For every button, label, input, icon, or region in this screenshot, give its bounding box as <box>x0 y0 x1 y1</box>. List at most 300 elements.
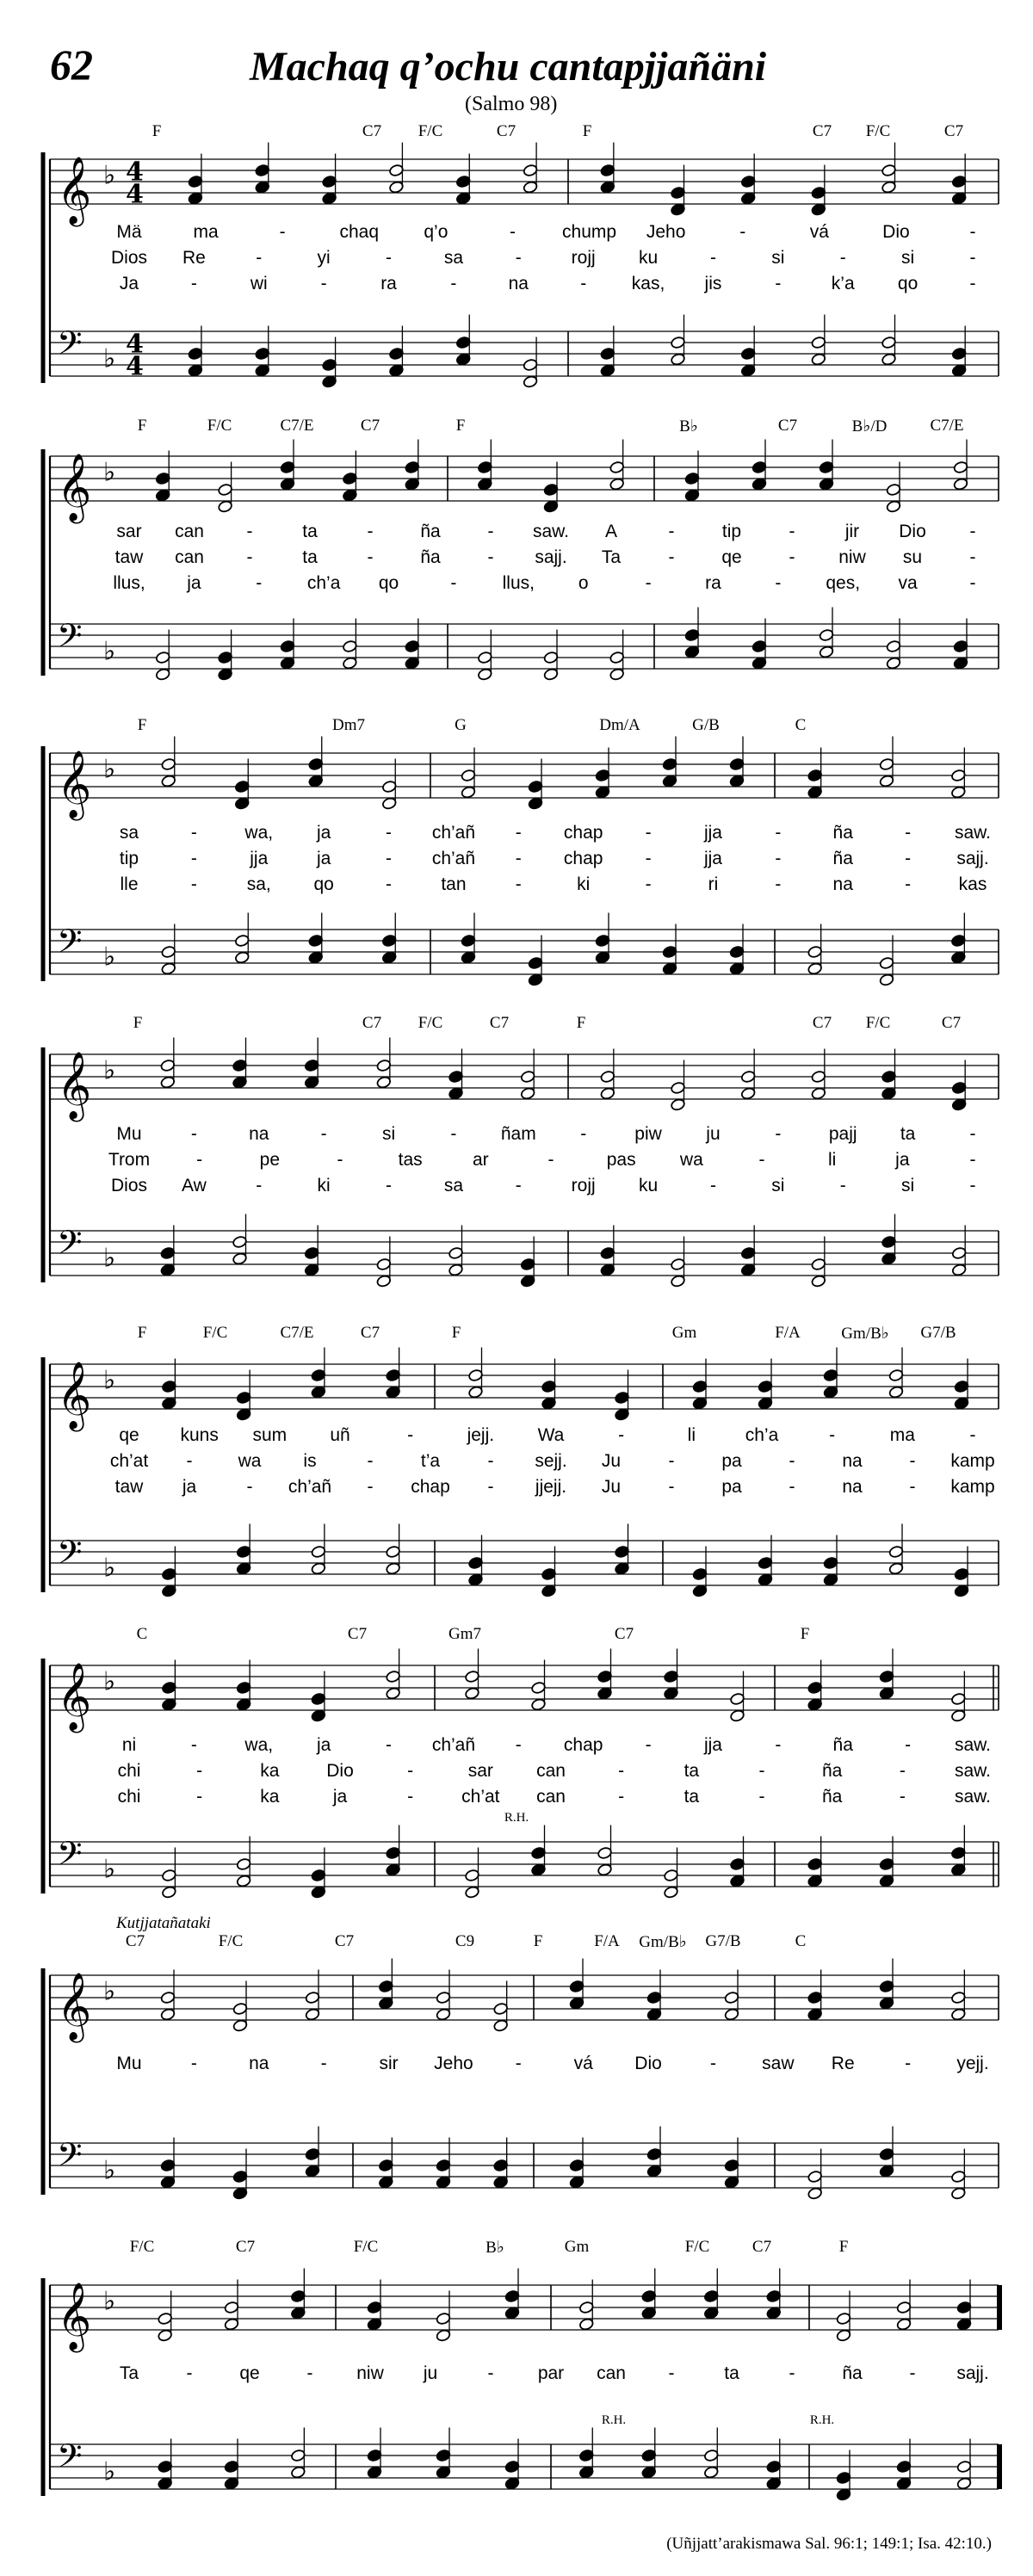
note-head <box>807 2008 823 2021</box>
lyric-syllable: na <box>249 1124 269 1144</box>
note-head <box>881 1252 897 1265</box>
note-head <box>504 2289 520 2302</box>
note-head <box>436 2466 451 2479</box>
lyric-syllable: can <box>536 1787 566 1807</box>
lyric-hyphen: - <box>789 1451 795 1471</box>
note-head <box>236 1698 251 1711</box>
note-head <box>493 2019 509 2032</box>
note-head <box>807 2170 823 2183</box>
note-head <box>386 1846 401 1859</box>
flat-key-signature-icon: ♭ <box>103 2286 116 2317</box>
chord-symbol: F <box>137 1324 147 1342</box>
note-head <box>881 353 897 366</box>
chord-symbol: C9 <box>455 1932 475 1950</box>
note-head <box>161 945 176 958</box>
chord-symbol: Gm <box>564 2238 590 2256</box>
note-head <box>729 962 745 975</box>
lyric-syllable: o <box>578 573 589 593</box>
note-head <box>881 336 897 349</box>
lyric-hyphen: - <box>775 849 782 868</box>
lyric-hyphen: - <box>739 222 746 242</box>
note-head <box>730 1857 745 1870</box>
lyric-syllable: jir <box>844 522 860 541</box>
flat-key-signature-icon: ♭ <box>103 1976 116 2007</box>
lyric-hyphen: - <box>909 1477 916 1497</box>
flat-key-signature-icon: ♭ <box>103 160 116 191</box>
song-source: (Salmo 98) <box>465 93 558 115</box>
chord-symbol: Gm <box>671 1324 697 1342</box>
lyric-syllable: ra <box>380 274 397 293</box>
note-head <box>684 489 700 502</box>
note-head <box>823 1386 838 1399</box>
lyric-hyphen: - <box>645 849 652 868</box>
lyric-hyphen: - <box>709 2054 716 2073</box>
note-head <box>811 186 826 199</box>
note-head <box>388 364 404 377</box>
lyric-hyphen: - <box>580 274 587 293</box>
note-head <box>730 1709 745 1722</box>
lyric-hyphen: - <box>246 522 253 541</box>
note-head <box>671 1275 686 1288</box>
note-head <box>671 203 686 216</box>
treble-clef-icon: 𝄞 <box>57 156 92 225</box>
note-head <box>600 1087 615 1100</box>
treble-staff <box>50 440 999 524</box>
flat-key-signature-icon: ♭ <box>103 1055 116 1086</box>
note-head <box>729 945 745 958</box>
lyric-syllable: yejj. <box>956 2054 989 2073</box>
note-head <box>528 973 543 986</box>
note-head <box>493 2159 509 2171</box>
lyric-syllable: ni <box>121 1735 137 1755</box>
note-head <box>367 2466 382 2479</box>
note-head <box>405 460 420 473</box>
note-head <box>888 1562 904 1575</box>
note-head <box>160 1246 176 1259</box>
note-head <box>308 775 324 788</box>
lyric-syllable: sar <box>467 1761 493 1781</box>
chord-symbol: F <box>455 417 466 435</box>
lyric-hyphen: - <box>190 1735 197 1755</box>
lyric-syllable: chi <box>117 1787 141 1807</box>
note-head <box>367 2301 382 2313</box>
lyric-hyphen: - <box>758 1761 765 1781</box>
lyric-hyphen: - <box>580 1124 587 1144</box>
note-head <box>531 1846 547 1859</box>
note-head <box>520 1275 535 1288</box>
note-head <box>671 186 686 199</box>
note-head <box>161 1869 176 1881</box>
note-head <box>740 192 756 205</box>
lyric-hyphen: - <box>668 1477 675 1497</box>
lyric-syllable: qes, <box>826 573 861 593</box>
note-head <box>255 347 270 360</box>
lyric-syllable: saw <box>762 2054 795 2073</box>
lyric-syllable: chaq <box>339 222 380 242</box>
lyric-syllable: jja <box>250 849 269 868</box>
note-head <box>218 668 233 681</box>
lyric-syllable: kamp <box>950 1451 995 1471</box>
note-head <box>188 192 203 205</box>
lyric-syllable: wa, <box>244 823 274 843</box>
lyric-syllable: kas <box>958 874 987 894</box>
lyric-syllable: qe <box>119 1425 139 1445</box>
note-head <box>308 951 324 964</box>
note-head <box>236 1562 251 1575</box>
chord-symbol: B♭/D <box>851 417 888 436</box>
note-head <box>578 2466 594 2479</box>
lyric-hyphen: - <box>789 1477 795 1497</box>
lyric-hyphen: - <box>386 849 393 868</box>
chord-symbol: F/C <box>865 1014 891 1032</box>
lyric-syllable: ta <box>684 1787 700 1807</box>
note-head <box>381 934 397 947</box>
chord-symbol: G7/B <box>705 1932 741 1950</box>
lyric-hyphen: - <box>709 1176 716 1195</box>
note-head <box>766 2477 782 2490</box>
treble-clef-icon: 𝄞 <box>57 453 92 522</box>
chord-symbol: F/C <box>218 1932 244 1950</box>
lyric-syllable: ja <box>182 1477 197 1497</box>
lyric-hyphen: - <box>190 2054 197 2073</box>
lyric-syllable: ch’añ <box>431 849 476 868</box>
chord-symbol: C7 <box>360 1324 380 1342</box>
chord-symbol: F/A <box>594 1932 620 1950</box>
note-head <box>950 1846 966 1859</box>
chord-symbol: F/C <box>418 1014 443 1032</box>
lyric-syllable: ma <box>889 1425 915 1445</box>
lyric-hyphen: - <box>487 522 494 541</box>
lyric-syllable: jjejj. <box>535 1477 567 1497</box>
note-head <box>381 797 397 810</box>
lyric-hyphen: - <box>618 1761 625 1781</box>
note-head <box>388 181 404 194</box>
lyric-syllable: Mu <box>116 2054 142 2073</box>
lyric-syllable: ña <box>842 2363 863 2383</box>
lyric-hyphen: - <box>196 1787 203 1807</box>
chord-symbol: F <box>137 716 147 734</box>
note-head <box>569 1997 585 2010</box>
note-head <box>692 1397 708 1410</box>
note-head <box>600 1246 615 1259</box>
time-signature-bottom: 4 <box>126 179 144 210</box>
lyric-syllable: jis <box>704 274 722 293</box>
flat-key-signature-icon: ♭ <box>103 636 116 667</box>
time-signature-bottom: 4 <box>126 351 144 382</box>
lyric-syllable: ta <box>684 1761 700 1781</box>
chord-symbol: Dm7 <box>332 716 365 734</box>
lyric-syllable: Re <box>182 248 206 268</box>
note-head <box>528 956 543 969</box>
lyric-hyphen: - <box>839 1176 846 1195</box>
note-head <box>752 639 767 652</box>
note-head <box>160 2176 176 2189</box>
note-head <box>730 1875 745 1887</box>
chord-symbol: Gm7 <box>448 1625 481 1643</box>
note-head <box>255 181 270 194</box>
lyric-syllable: ch’a <box>306 573 341 593</box>
note-head <box>386 1863 401 1876</box>
note-head <box>641 2449 657 2462</box>
note-head <box>376 1275 392 1288</box>
note-head <box>322 358 337 371</box>
lyric-syllable: ch’añ <box>431 1735 476 1755</box>
lyric-syllable: pajj <box>828 1124 857 1144</box>
lyric-syllable: Ju <box>601 1477 622 1497</box>
note-head <box>953 460 968 473</box>
chord-symbol: C7/E <box>280 1324 314 1342</box>
flat-key-signature-icon: ♭ <box>103 1854 116 1885</box>
bass-clef-icon: 𝄢 <box>57 1833 83 1881</box>
lyric-syllable: sajj. <box>956 849 989 868</box>
bass-staff <box>50 2127 999 2201</box>
note-head <box>879 2165 894 2178</box>
treble-clef-icon: 𝄞 <box>57 750 92 819</box>
note-head <box>664 1869 679 1881</box>
note-head <box>811 1087 826 1100</box>
treble-staff <box>50 1649 999 1733</box>
note-head <box>662 775 677 788</box>
note-head <box>724 2176 739 2189</box>
note-head <box>342 639 357 652</box>
note-head <box>161 1397 176 1410</box>
bass-clef-icon: 𝄢 <box>57 323 83 370</box>
flat-key-signature-icon: ♭ <box>103 1243 116 1274</box>
chord-symbol: C7 <box>489 1014 510 1032</box>
note-head <box>578 2318 594 2331</box>
note-head <box>879 2147 894 2160</box>
lyric-syllable: ña <box>821 1787 843 1807</box>
lyric-syllable: wi <box>250 274 268 293</box>
lyric-hyphen: - <box>320 274 327 293</box>
note-head <box>290 2466 306 2479</box>
chord-symbol: G7/B <box>920 1324 956 1342</box>
lyric-syllable: va <box>898 573 918 593</box>
note-head <box>232 2170 248 2183</box>
chord-symbol: Gm/B♭ <box>841 1325 889 1343</box>
lyric-hyphen: - <box>196 1150 203 1170</box>
chord-symbol: C7 <box>347 1625 368 1643</box>
note-head <box>188 364 203 377</box>
lyric-syllable: ma <box>193 222 219 242</box>
lyric-syllable: llus, <box>113 573 145 593</box>
chord-symbol: F/C <box>418 122 443 140</box>
note-head <box>836 2329 851 2342</box>
note-head <box>950 934 966 947</box>
lyric-hyphen: - <box>367 1451 374 1471</box>
note-head <box>531 1681 547 1694</box>
lyric-syllable: qo <box>313 874 334 894</box>
lyric-syllable: kuns <box>180 1425 219 1445</box>
note-head <box>280 639 295 652</box>
note-head <box>692 1567 708 1580</box>
note-head <box>807 1991 823 2004</box>
lyric-hyphen: - <box>969 573 976 593</box>
chord-symbol: G/B <box>692 716 720 734</box>
note-head <box>448 1263 464 1276</box>
lyric-syllable: ka <box>260 1761 280 1781</box>
lyric-hyphen: - <box>306 2363 313 2383</box>
lyric-syllable: chap <box>563 849 603 868</box>
note-head <box>951 175 967 188</box>
chord-symbol: F/C <box>202 1324 228 1342</box>
note-head <box>305 2165 320 2178</box>
note-head <box>684 646 700 658</box>
lyric-syllable: li <box>827 1150 837 1170</box>
lyric-syllable: saw. <box>532 522 570 541</box>
note-head <box>879 757 894 770</box>
lyric-syllable: taw <box>114 547 144 567</box>
note-head <box>954 1397 969 1410</box>
note-head <box>504 2477 520 2490</box>
lyric-syllable: chap <box>563 1735 603 1755</box>
note-head <box>886 483 901 496</box>
note-head <box>954 1585 969 1597</box>
chord-symbol: C <box>795 716 807 734</box>
lyric-syllable: A <box>604 522 618 541</box>
note-head <box>807 962 823 975</box>
note-head <box>161 775 176 788</box>
note-head <box>819 460 834 473</box>
note-head <box>600 1263 615 1276</box>
note-head <box>311 1709 326 1722</box>
lyric-hyphen: - <box>386 823 393 843</box>
note-head <box>436 2329 451 2342</box>
note-head <box>758 1573 773 1586</box>
lyric-hyphen: - <box>386 874 393 894</box>
lyric-hyphen: - <box>969 547 976 567</box>
note-head <box>155 489 170 502</box>
lyric-hyphen: - <box>668 547 675 567</box>
note-head <box>255 364 270 377</box>
note-head <box>218 483 233 496</box>
note-head <box>386 1670 401 1683</box>
note-head <box>305 2147 320 2160</box>
lyric-syllable: qo <box>378 573 399 593</box>
chord-symbol: C7 <box>362 1014 382 1032</box>
note-head <box>740 347 756 360</box>
lyric-hyphen: - <box>905 849 912 868</box>
note-head <box>155 668 170 681</box>
lyric-syllable: ch’añ <box>431 823 476 843</box>
lyric-hyphen: - <box>969 1176 976 1195</box>
lyric-syllable: saw. <box>954 1761 992 1781</box>
note-head <box>386 1368 401 1381</box>
lyric-hyphen: - <box>386 248 393 268</box>
note-head <box>758 1380 773 1393</box>
note-head <box>819 628 834 641</box>
note-head <box>311 1869 326 1881</box>
note-head <box>304 1076 319 1089</box>
lyric-syllable: ja <box>895 1150 910 1170</box>
flat-key-signature-icon: ♭ <box>103 1365 116 1396</box>
lyric-hyphen: - <box>487 2363 494 2383</box>
note-head <box>823 1368 838 1381</box>
note-head <box>477 651 492 664</box>
lyric-syllable: Jeho <box>434 2054 473 2073</box>
note-head <box>311 1562 326 1575</box>
note-head <box>461 769 476 781</box>
note-head <box>664 1670 679 1683</box>
note-head <box>950 769 966 781</box>
lyric-syllable: sa <box>119 823 139 843</box>
chord-symbol: F/A <box>775 1324 801 1342</box>
note-head <box>703 2307 719 2320</box>
note-head <box>160 2008 176 2021</box>
note-head <box>671 336 686 349</box>
note-head <box>378 2159 393 2171</box>
lyric-syllable: Ta <box>119 2363 139 2383</box>
lyric-syllable: Aw <box>181 1176 207 1195</box>
note-head <box>436 2008 451 2021</box>
lyric-syllable: si <box>771 1176 785 1195</box>
chord-symbol: C7 <box>777 417 798 435</box>
lyric-hyphen: - <box>279 222 286 242</box>
lyric-hyphen: - <box>899 1787 906 1807</box>
lyric-syllable: ch’at <box>461 1787 500 1807</box>
note-head <box>304 1059 319 1072</box>
note-head <box>311 1368 326 1381</box>
note-head <box>523 181 538 194</box>
note-head <box>280 478 295 491</box>
lyric-hyphen: - <box>969 1425 976 1445</box>
lyric-hyphen: - <box>515 248 522 268</box>
note-head <box>807 2187 823 2200</box>
lyric-syllable: saw. <box>954 1787 992 1807</box>
note-head <box>951 347 967 360</box>
note-head <box>232 1252 248 1265</box>
lyric-syllable: wa <box>238 1451 262 1471</box>
note-head <box>950 2008 966 2021</box>
note-head <box>609 651 625 664</box>
note-head <box>405 657 420 670</box>
note-head <box>531 1698 547 1711</box>
bass-clef-icon: 𝄢 <box>57 2134 83 2182</box>
lyric-syllable: llus, <box>502 573 535 593</box>
lyric-syllable: uñ <box>330 1425 350 1445</box>
lyric-syllable: sar <box>116 522 142 541</box>
note-head <box>541 1380 557 1393</box>
note-head <box>729 757 745 770</box>
lyric-syllable: na <box>842 1477 863 1497</box>
note-head <box>740 1246 756 1259</box>
final-barline <box>997 2444 1002 2489</box>
lyric-hyphen: - <box>186 1451 193 1471</box>
lyric-syllable: sa <box>443 1176 464 1195</box>
lyric-syllable: wa <box>679 1150 703 1170</box>
note-head <box>388 347 404 360</box>
note-head <box>662 962 677 975</box>
note-head <box>236 1545 251 1558</box>
note-head <box>888 1545 904 1558</box>
note-head <box>615 1562 630 1575</box>
lyric-syllable: ra <box>705 573 721 593</box>
note-head <box>161 1567 176 1580</box>
note-head <box>280 657 295 670</box>
note-head <box>953 657 968 670</box>
lyric-hyphen: - <box>487 1477 494 1497</box>
lyric-syllable: ja <box>316 823 331 843</box>
bass-staff <box>50 315 999 389</box>
flat-key-signature-icon: ♭ <box>103 2456 116 2487</box>
note-head <box>504 2460 520 2473</box>
note-head <box>881 1087 897 1100</box>
chord-symbol: C7/E <box>280 417 314 435</box>
lyric-syllable: sa <box>443 248 464 268</box>
note-head <box>896 2460 912 2473</box>
lyric-syllable: Mä <box>116 222 142 242</box>
note-head <box>595 951 610 964</box>
